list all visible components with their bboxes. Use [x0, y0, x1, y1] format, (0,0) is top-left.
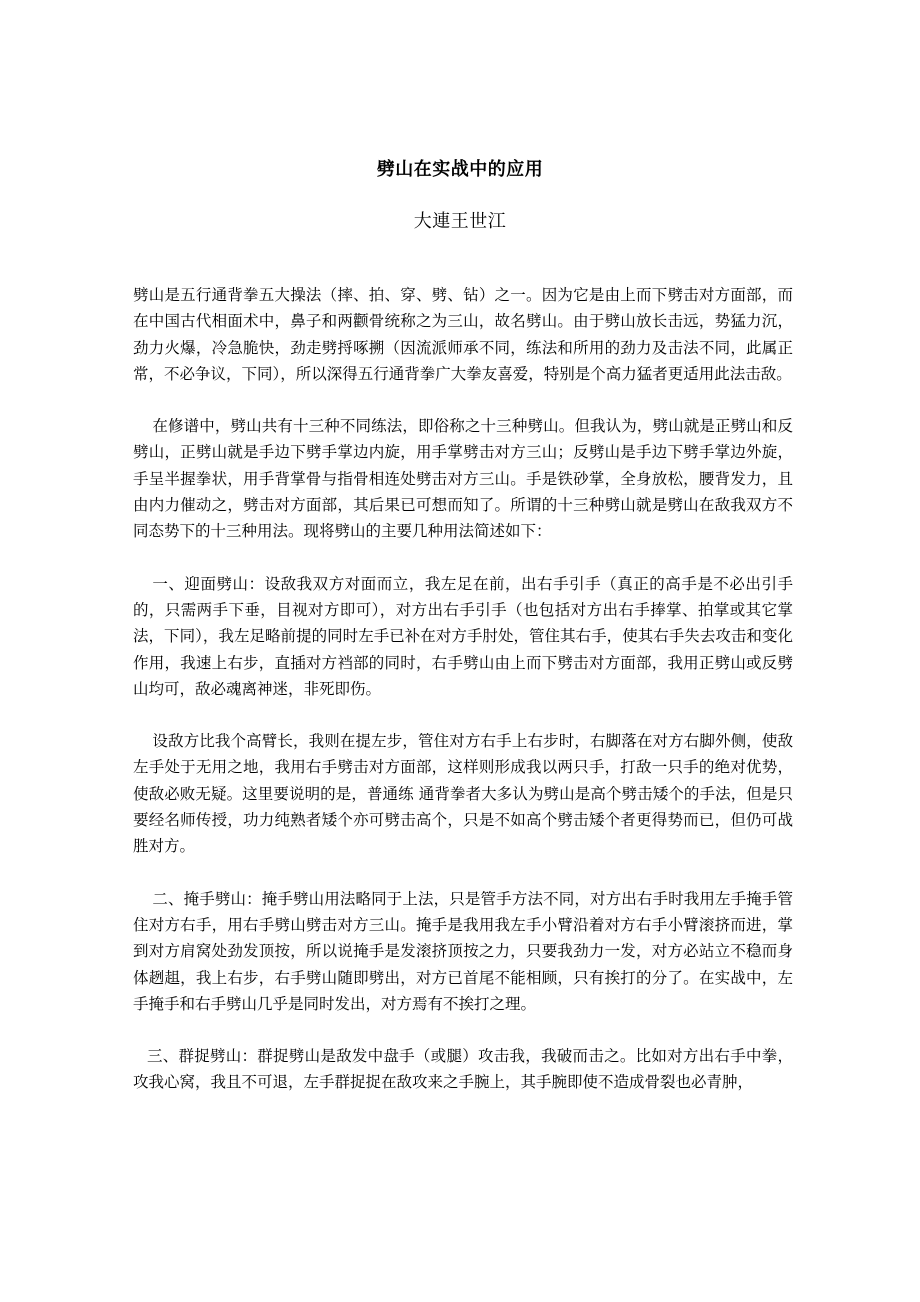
paragraph-method-3: 三、群捉劈山：群捉劈山是敌发中盘手（或腿）攻击我，我破而击之。比如对方出右手中拳，攻我心窝，我且不可退，左手群捉捉在敌攻来之手腕上，其手腕即使不造成骨裂也必青肿， — [133, 1047, 793, 1092]
document-author: 大連王世江 — [413, 211, 507, 232]
paragraph-method-2: 二、掩手劈山：掩手劈山用法略同于上法，只是管手方法不同，对方出右手时我用左手掩手管住对方右手，用右手劈山劈击对方三山。掩手是我用我左手小臂沿着对方右手小臂滚挤而进，掌到对方肩窝处劲发顶按，所以说掩手是发滚挤顶按之力，只要我劲力一发，对方必站立不稳而身体趔趄，我上右步，右手劈山随即劈出，对方已首尾不能相顾，只有挨打的分了。在实战中，左手掩手和右手劈山几乎是同时发出，对方焉有不挨打之理。 — [133, 889, 793, 1013]
paragraph-thirteen-methods: 在修谱中，劈山共有十三种不同练法，即俗称之十三种劈山。但我认为，劈山就是正劈山和反劈山，正劈山就是手边下劈手掌边内旋，用手掌劈击对方三山；反劈山是手边下劈手掌边外旋，手呈半握拳状，用手背掌骨与指骨相连处劈击对方三山。手是铁砂掌，全身放松，腰背发力，且由内力催动之，劈击对方面部，其后果已可想而知了。所谓的十三种劈山就是劈山在敌我双方不同态势下的十三种用法。现将劈山的主要几种用法简述如下： — [133, 417, 793, 541]
paragraph-intro: 劈山是五行通背拳五大操法（摔、拍、穿、劈、钻）之一。因为它是由上而下劈击对方面部，而在中国古代相面术中，鼻子和两颧骨统称之为三山，故名劈山。由于劈山放长击远，势猛力沉，劲力火爆，冷急脆快，劲走劈捋啄搠（因流派师承不同，练法和所用的劲力及击法不同，此属正常，不必争议，下同），所以深得五行通背拳广大拳友喜爱，特别是个高力猛者更适用此法击敌。 — [133, 286, 793, 383]
document-body — [133, 282, 793, 1122]
document-title: 劈山在实战中的应用 — [376, 159, 544, 180]
paragraph-method-1: 一、迎面劈山：设敌我双方对面而立，我左足在前，出右手引手（真正的高手是不必出引手的，只需两手下垂，目视对方即可），对方出右手引手（也包括对方出右手捧掌、拍掌或其它掌法，下同），我左足略前提的同时左手已补在对方手肘处，管住其右手，使其右手失去攻击和变化作用，我速上右步，直插对方裆部的同时，右手劈山由上而下劈击对方面部，我用正劈山或反劈山均可，敌必魂离神迷，非死即伤。 — [133, 574, 793, 698]
paragraph-method-1-note: 设敌方比我个高臂长，我则在提左步，管住对方右手上右步时，右脚落在对方右脚外侧，使敌左手处于无用之地，我用右手劈击对方面部，这样则形成我以两只手，打敌一只手的绝对优势，使敌必败无疑。这里要说明的是，普通练 通背拳者大多认为劈山是高个劈击矮个的手法，但是只要经名师传授，功力纯熟者矮个亦可劈击高个，只是不如高个劈击矮个者更得势而已，但仍可战胜对方。 — [133, 732, 793, 856]
